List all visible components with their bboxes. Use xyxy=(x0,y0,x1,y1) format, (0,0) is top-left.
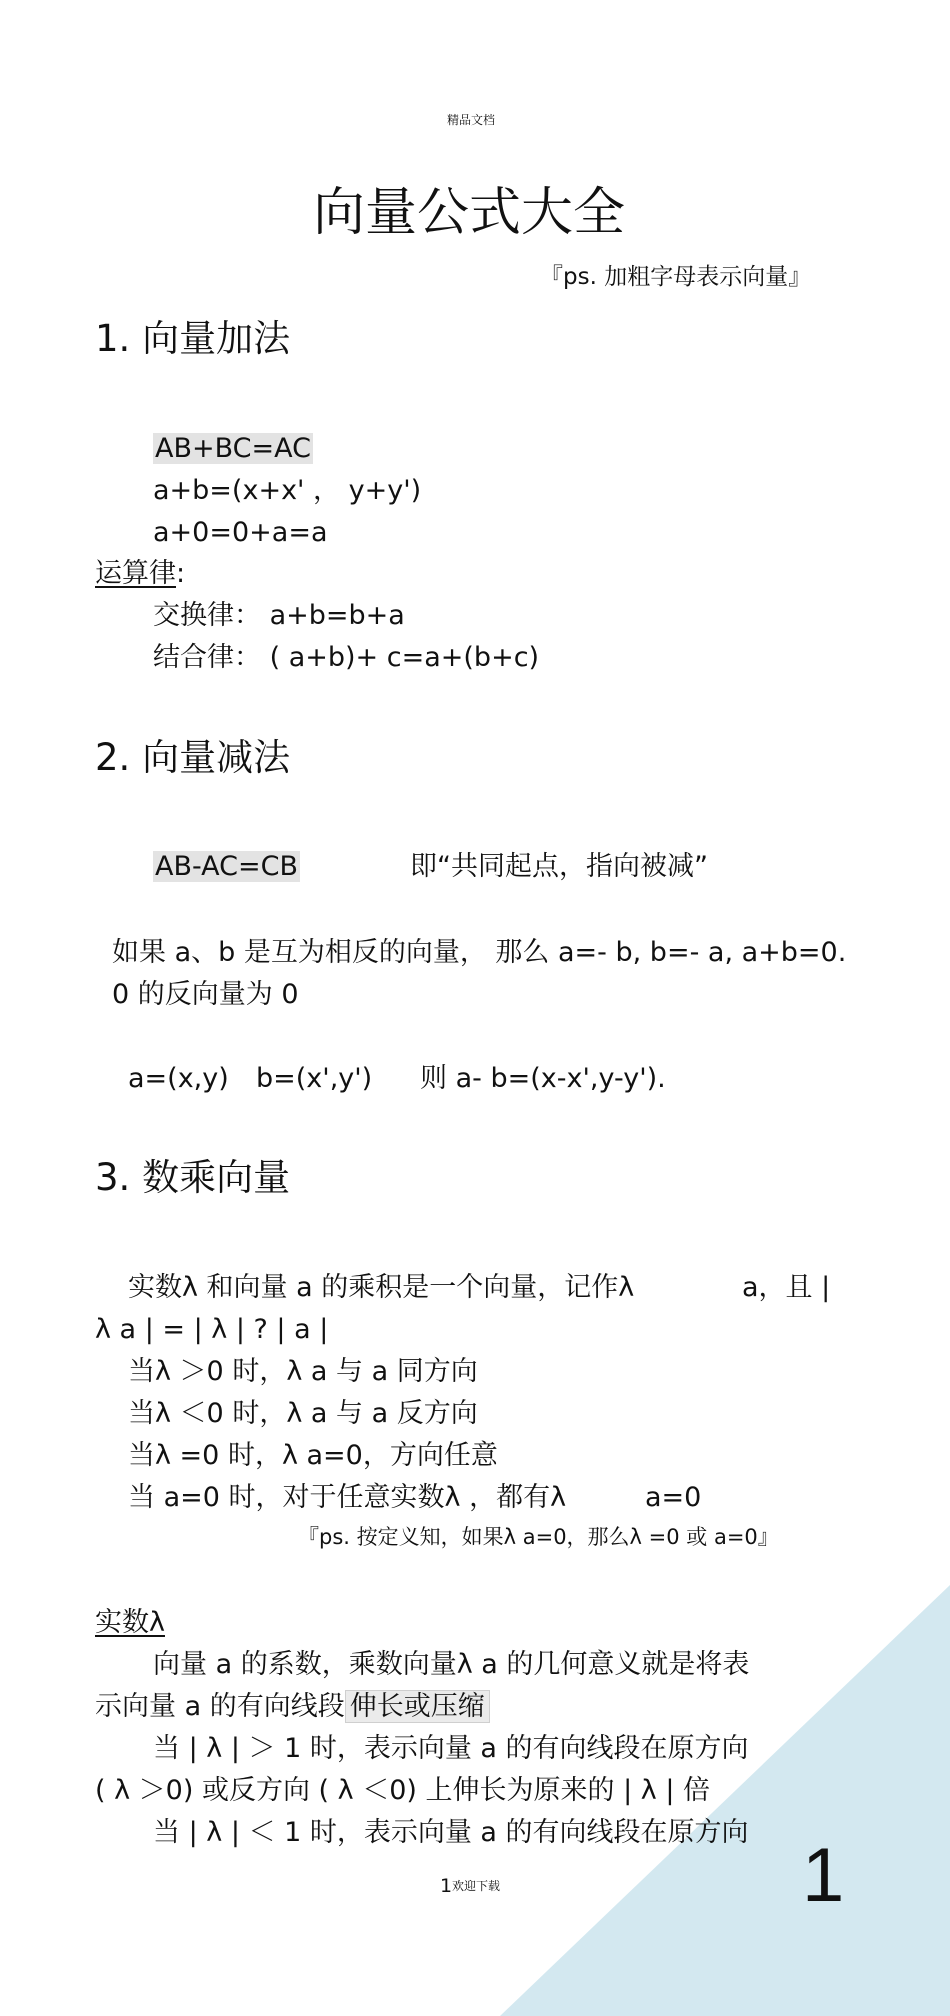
scalar-definition-2: a，且 | xyxy=(742,1272,831,1303)
laws-label-text: 运算律 xyxy=(95,558,176,589)
page-title: 向量公式大全 xyxy=(313,183,626,243)
commutative-value: a+b=b+a xyxy=(269,600,405,631)
subtraction-note: 即“共同起点，指向被减” xyxy=(410,851,708,882)
case-negative: 当λ ＜0 时，λ a 与 a 反方向 xyxy=(128,1398,478,1429)
formula-ab-bc xyxy=(153,433,313,464)
laws-label-colon: : xyxy=(176,558,186,589)
formula-zero: a+0=0+a=a xyxy=(153,517,328,548)
stretch-compress-highlight: 伸长或压缩 xyxy=(345,1690,490,1723)
geometric-meaning-text: 示向量 a 的有向线段 xyxy=(95,1691,345,1722)
coord-difference: 则 a- b=(x-x',y-y'). xyxy=(420,1063,666,1094)
definition-note: 『ps. 按定义知，如果λ a=0，那么λ =0 或 a=0』 xyxy=(298,1525,779,1549)
case-zero-vector-2: a=0 xyxy=(645,1482,702,1513)
commutative-label: 交换律： xyxy=(153,600,261,631)
large-page-number: 1 xyxy=(802,1833,845,1918)
geometric-meaning-1: 向量 a 的系数，乘数向量λ a 的几何意义就是将表 xyxy=(153,1649,750,1680)
case-zero: 当λ =0 时，λ a=0，方向任意 xyxy=(128,1440,498,1471)
geometric-meaning-2 xyxy=(95,1691,490,1722)
coord-b: b=(x',y') xyxy=(256,1063,373,1094)
less-than-one-1: 当 | λ | ＜ 1 时，表示向量 a 的有向线段在原方向 xyxy=(153,1817,749,1848)
header-label: 精品文档 xyxy=(447,113,496,127)
footer-label: 欢迎下载 xyxy=(452,1879,501,1893)
zero-opposite-text: 0 的反向量为 0 xyxy=(112,979,299,1010)
opposite-vectors-text: 如果 a、b 是互为相反的向量， 那么 a=- b, b=- a, a+b=0. xyxy=(112,937,847,968)
scalar-magnitude: λ a | = | λ | ? | a | xyxy=(95,1314,329,1345)
scalar-definition-1: 实数λ 和向量 a 的乘积是一个向量，记作λ xyxy=(128,1272,635,1303)
case-zero-vector-1: 当 a=0 时，对于任意实数λ ，都有λ xyxy=(128,1482,567,1513)
coord-a: a=(x,y) xyxy=(128,1063,229,1094)
formula-ab-ac xyxy=(153,851,300,882)
laws-label xyxy=(95,558,185,589)
associative-label: 结合律： xyxy=(153,642,261,673)
real-number-text: 实数λ xyxy=(95,1607,165,1638)
formula-coordinates: a+b=(x+x' ， y+y') xyxy=(153,475,422,506)
section-heading-subtraction: 2. 向量减法 xyxy=(95,736,291,779)
greater-than-one-2: ( λ ＞0) 或反方向 ( λ ＜0) 上伸长为原来的 | λ | 倍 xyxy=(95,1775,711,1806)
case-positive: 当λ ＞0 时，λ a 与 a 同方向 xyxy=(128,1356,478,1387)
real-number-label xyxy=(95,1607,182,1638)
associative-law xyxy=(153,642,539,673)
footer-page-number: 1 xyxy=(440,1875,453,1897)
highlighted-formula: AB-AC=CB xyxy=(155,851,298,882)
highlighted-formula: AB+BC=AC xyxy=(155,433,311,464)
section-heading-addition: 1. 向量加法 xyxy=(95,317,291,360)
commutative-law xyxy=(153,600,405,631)
associative-value: ( a+b)+ c=a+(b+c) xyxy=(269,642,540,673)
page-subtitle: 『ps. 加粗字母表示向量』 xyxy=(540,264,812,290)
section-heading-scalar: 3. 数乘向量 xyxy=(95,1156,291,1199)
greater-than-one-1: 当 | λ | ＞ 1 时，表示向量 a 的有向线段在原方向 xyxy=(153,1733,749,1764)
